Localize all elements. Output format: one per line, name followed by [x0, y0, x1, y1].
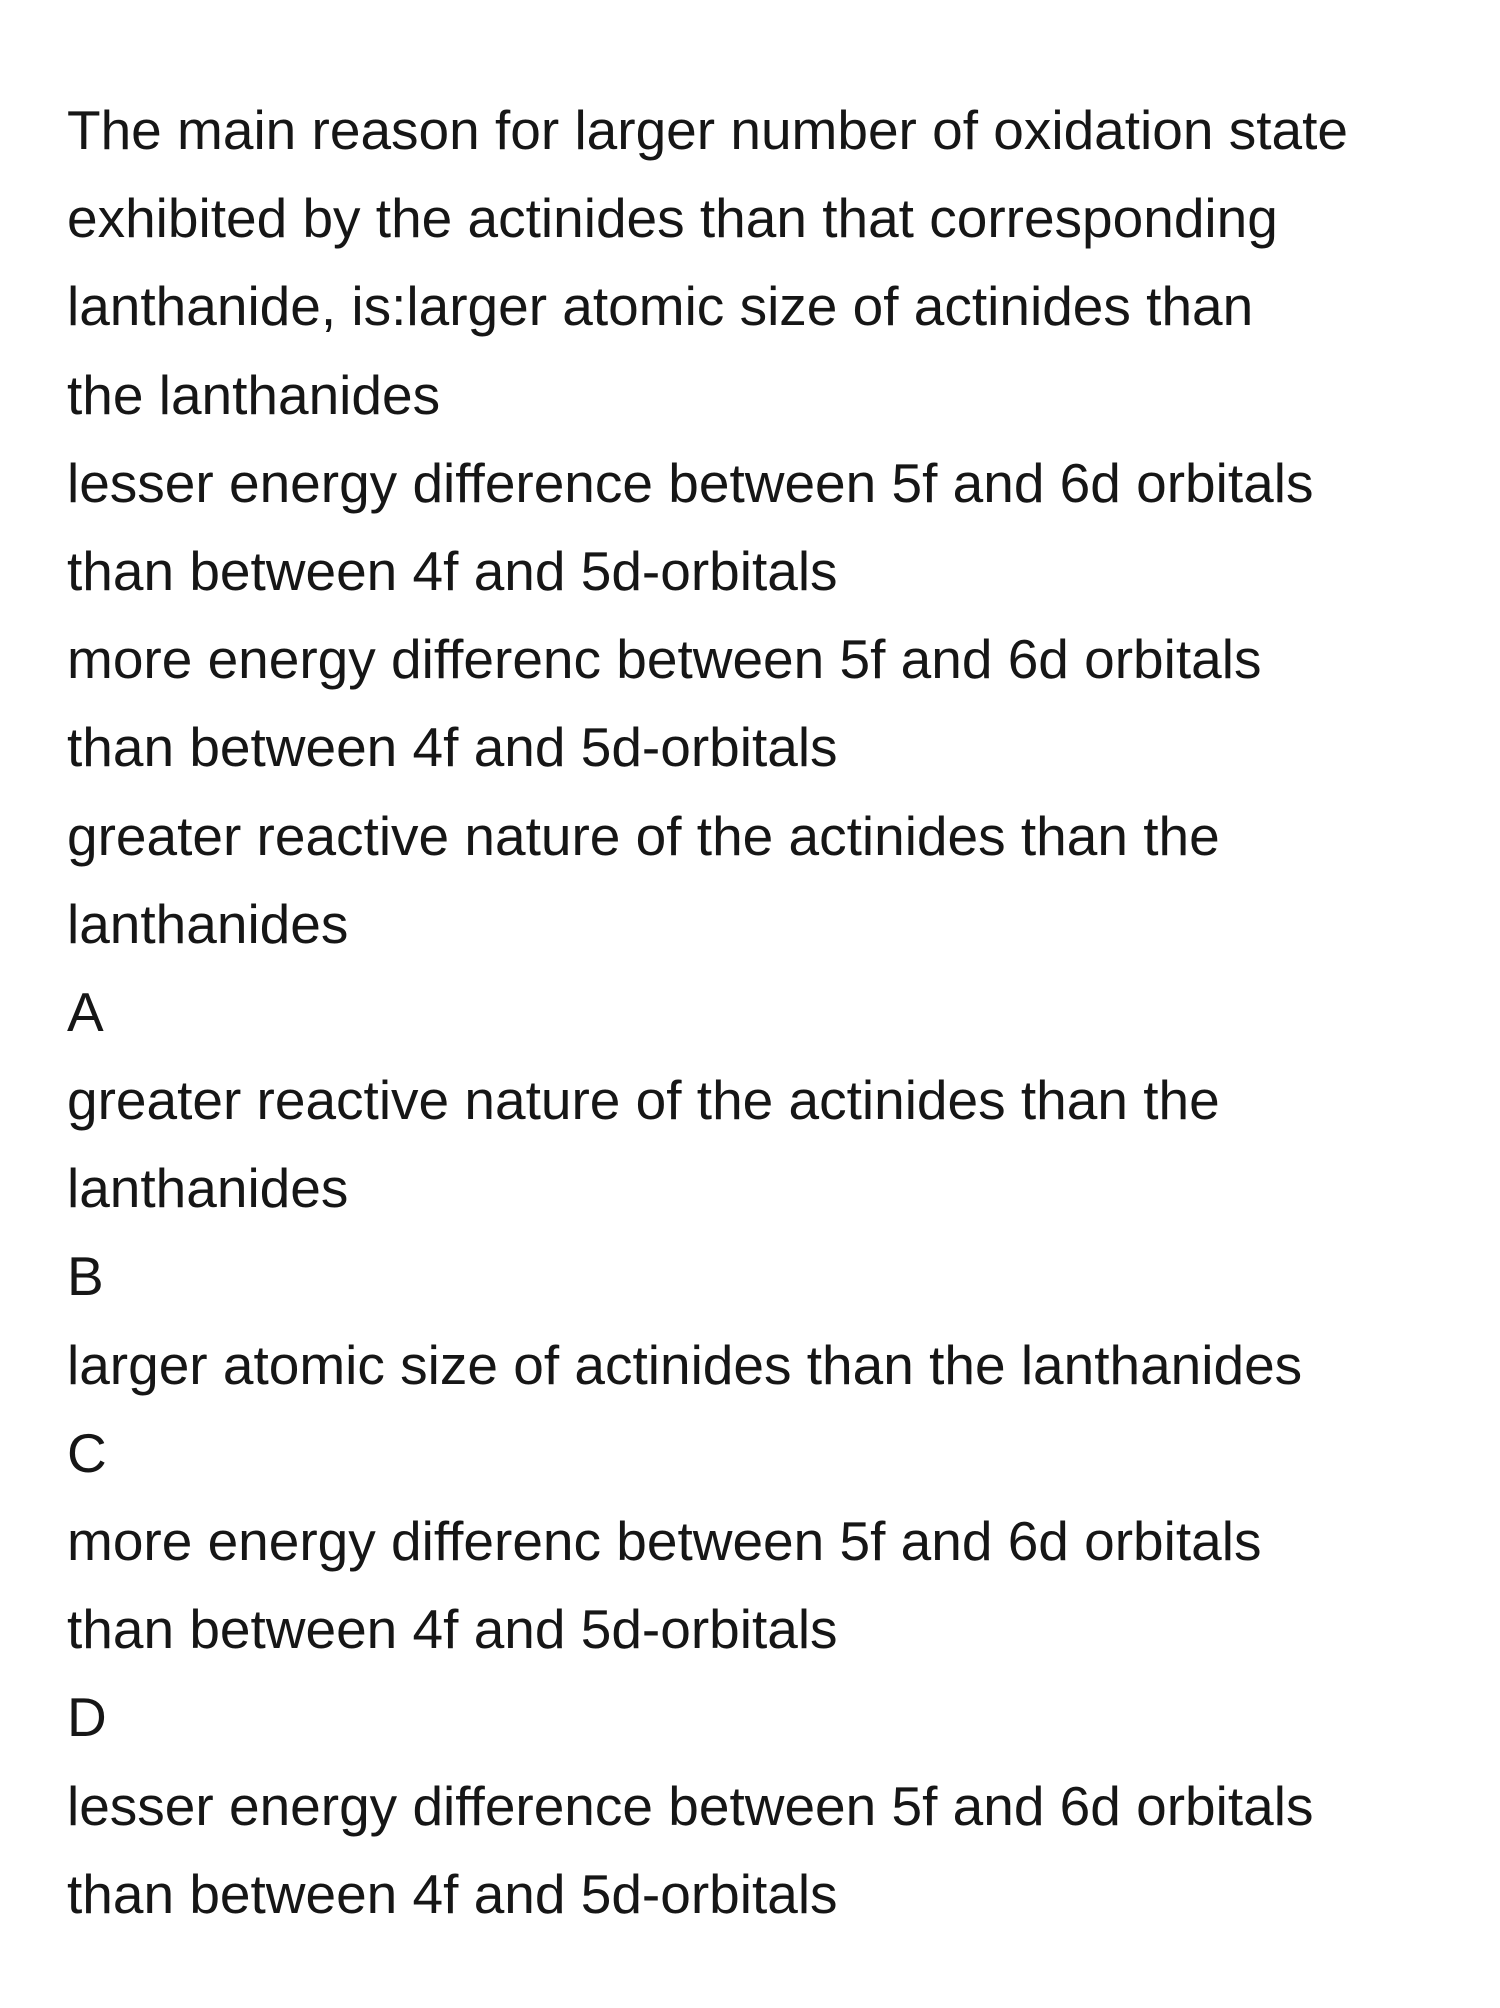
option-text-line: larger atomic size of actinides than the lanthanides — [67, 1333, 1303, 1396]
inline-option-line: lanthanides — [67, 892, 349, 955]
inline-option-2 — [67, 615, 1467, 791]
option-b[interactable] — [67, 1232, 1467, 1408]
option-text-line: than between 4f and 5d-orbitals — [67, 1598, 838, 1661]
question-line: the lanthanides — [67, 363, 441, 426]
question-document — [67, 86, 1467, 1938]
option-d[interactable] — [67, 1673, 1467, 1938]
option-text-line: lesser energy difference between 5f and 6d orbitals — [67, 1774, 1314, 1837]
question-line: The main reason for larger number of oxidation state — [67, 99, 1348, 161]
option-text-line: lanthanides — [67, 1157, 349, 1220]
option-letter: B — [67, 1245, 104, 1308]
inline-option-3 — [67, 792, 1467, 968]
inline-option-line: than between 4f and 5d-orbitals — [67, 539, 838, 602]
option-letter: C — [67, 1421, 107, 1484]
option-text-line: than between 4f and 5d-orbitals — [67, 1862, 838, 1925]
inline-option-line: than between 4f and 5d-orbitals — [67, 716, 838, 779]
option-c[interactable] — [67, 1409, 1467, 1674]
inline-option-line: lesser energy difference between 5f and 6d orbitals — [67, 451, 1314, 514]
inline-option-line: more energy differenc between 5f and 6d orbitals — [67, 628, 1262, 691]
question-line: exhibited by the actinides than that corresponding — [67, 187, 1278, 250]
question-text — [67, 86, 1467, 439]
option-text-line: more energy differenc between 5f and 6d orbitals — [67, 1510, 1262, 1572]
inline-option-line: greater reactive nature of the actinides than the — [67, 804, 1220, 867]
option-text-line: greater reactive nature of the actinides than the — [67, 1069, 1220, 1132]
inline-option-1 — [67, 439, 1467, 615]
option-letter: D — [67, 1686, 107, 1749]
option-a[interactable] — [67, 968, 1467, 1233]
option-letter: A — [67, 980, 104, 1043]
question-line: lanthanide, is:larger atomic size of actinides than — [67, 275, 1254, 338]
